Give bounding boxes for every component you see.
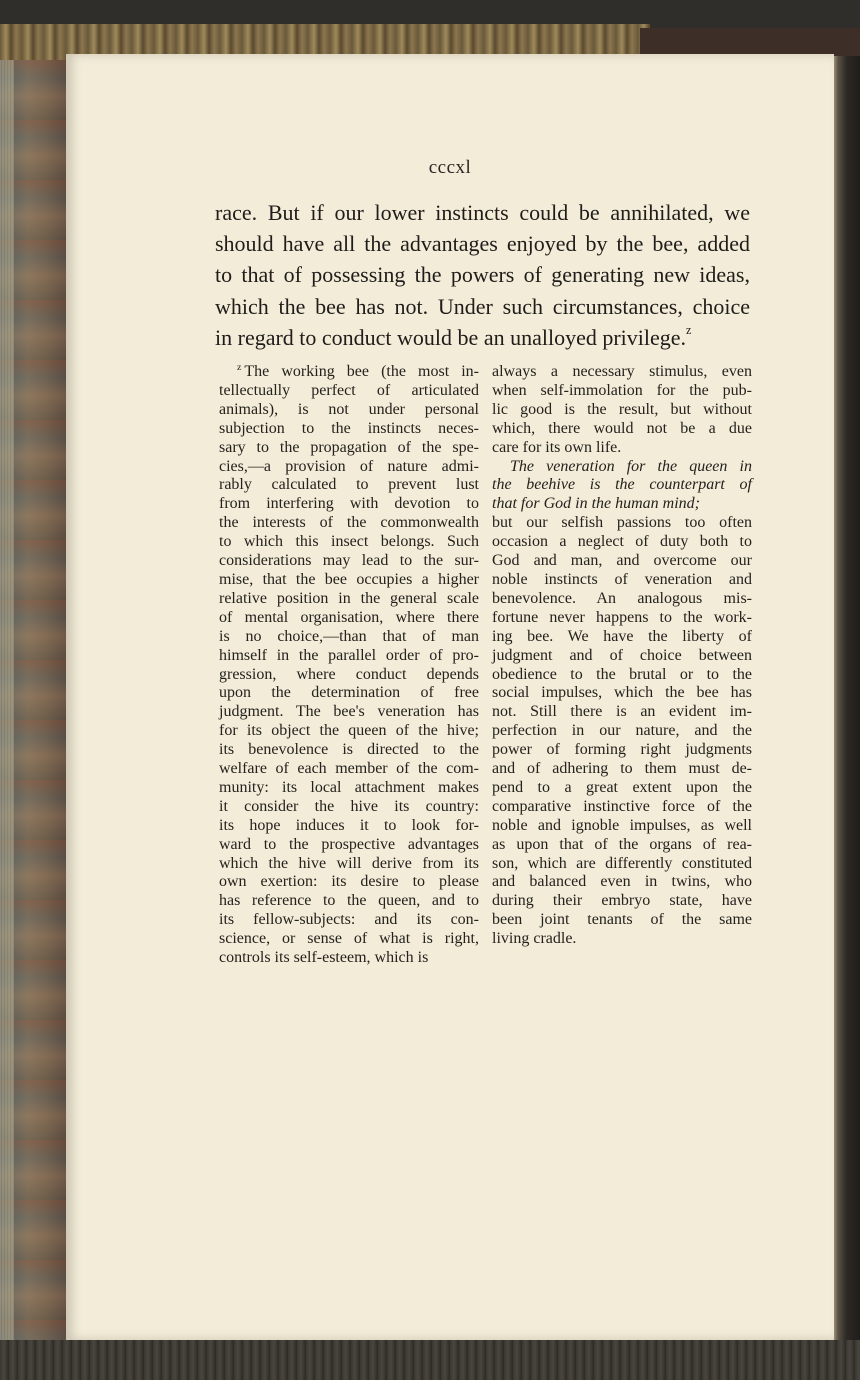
- footnote-line: [492, 628, 752, 647]
- footnote-text: during their embryo state, have: [492, 892, 752, 910]
- footnote-text: tellectually perfect of articulated: [219, 381, 479, 399]
- footnote-line: [219, 911, 479, 930]
- footnote-text: and of adhering to them must de-: [492, 760, 752, 778]
- footnote-line: [492, 817, 752, 836]
- footnote-line: [492, 930, 752, 949]
- footnote-text: pend to a great extent upon the: [492, 778, 752, 796]
- footnote-line: [492, 401, 752, 420]
- footnote-line: [219, 458, 479, 477]
- footnote-line: [219, 798, 479, 817]
- footnote-line: [219, 760, 479, 779]
- footnote-text: subjection to the instincts neces-: [219, 419, 479, 437]
- footnote-text: as upon that of the organs of rea-: [492, 835, 752, 853]
- footnote-text: and balanced even in twins, who: [492, 873, 752, 891]
- footnote-line: [492, 911, 752, 930]
- footnote-text: judgment. The bee's veneration has: [219, 703, 479, 721]
- footnote-text: which, there would not be a due: [492, 419, 752, 437]
- footnote-text: noble instincts of veneration and: [492, 570, 752, 588]
- footnote-text: ward to the prospective advantages: [219, 835, 479, 853]
- footnote-text: of mental organisation, where there: [219, 608, 479, 626]
- footnote-text: occasion a neglect of duty both to: [492, 533, 752, 551]
- main-line: to that of possessing the powers of generating new ideas,: [215, 262, 750, 288]
- footnote-line: [219, 363, 479, 382]
- footnote-text: has reference to the queen, and to: [219, 892, 479, 910]
- footnote-line: [219, 401, 479, 420]
- footnote-line: [492, 609, 752, 628]
- footnote-text: not. Still there is an evident im-: [492, 703, 752, 721]
- footnote-line: [492, 495, 752, 514]
- footnote-text: animals), is not under personal: [219, 400, 479, 418]
- footnote-text: its benevolence is directed to the: [219, 741, 479, 759]
- footnote-line: [492, 722, 752, 741]
- footnote-line: [219, 855, 479, 874]
- footnote-text: lic good is the result, but without: [492, 400, 752, 418]
- footnote-line: [219, 817, 479, 836]
- footnote-line: [492, 590, 752, 609]
- footnote-text: upon the determination of free: [219, 684, 479, 702]
- footnote-text: controls its self-esteem, which is: [219, 949, 429, 967]
- footnote-line: [492, 514, 752, 533]
- footnote-text: own exertion: its desire to please: [219, 873, 479, 891]
- footnote-line: [492, 439, 752, 458]
- footnote-text: benevolence. An analogous mis-: [492, 589, 752, 607]
- footnote-marker: z: [237, 361, 242, 373]
- main-line-text: in regard to conduct would be an unalloyed privilege.: [215, 324, 687, 350]
- marbled-page-edge: [0, 60, 70, 1345]
- footnote-text: mise, that the bee occupies a higher: [219, 570, 479, 588]
- footnote-line: [219, 552, 479, 571]
- footnote-line: [219, 439, 479, 458]
- footnote-text: gression, where conduct depends: [219, 665, 479, 683]
- footnote-text: The working bee (the most in-: [244, 363, 479, 380]
- footnote-text: comparative instinctive force of the: [492, 797, 752, 815]
- footnote-line: [219, 741, 479, 760]
- footnote-text: been joint tenants of the same: [492, 911, 752, 929]
- footnote-line: [492, 760, 752, 779]
- footnote-text: obedience to the brutal or to the: [492, 665, 752, 683]
- footnote-line: [219, 495, 479, 514]
- footnote-text: from interfering with devotion to: [219, 495, 479, 513]
- footnote-italic-text: the beehive is the counterpart of: [492, 476, 752, 494]
- scan-background-bottom: [0, 1340, 860, 1380]
- footnote-line: [219, 703, 479, 722]
- footnote-text: its fellow-subjects: and its con-: [219, 911, 479, 929]
- footnote-line: [219, 949, 479, 968]
- main-line: which the bee has not. Under such circumstances, choice: [215, 293, 750, 319]
- footnote-line: [219, 514, 479, 533]
- main-line-last: [215, 322, 750, 353]
- footnote-line: [492, 684, 752, 703]
- footnote-line: [492, 836, 752, 855]
- footnote-line: [492, 476, 752, 495]
- footnote-text: but our selfish passions too often: [492, 514, 752, 532]
- page-stack-edge: [832, 56, 860, 1346]
- footnote-line: [219, 722, 479, 741]
- footnote-text: welfare of each member of the com-: [219, 760, 479, 778]
- footnote-text: himself in the parallel order of pro-: [219, 646, 479, 664]
- footnote-line: [219, 571, 479, 590]
- footnote-line: [492, 382, 752, 401]
- footnote-text: always a necessary stimulus, even: [492, 363, 752, 380]
- footnote-line: [492, 892, 752, 911]
- footnote-text: when self-immolation for the pub-: [492, 381, 752, 399]
- footnote-text: relative position in the general scale: [219, 589, 479, 607]
- main-paragraph: [215, 197, 750, 353]
- footnote-text: which the hive will derive from its: [219, 854, 479, 872]
- footnote-line: [492, 571, 752, 590]
- footnote-left-column: [219, 363, 479, 968]
- footnote-line: [492, 873, 752, 892]
- footnote-text: the interests of the commonwealth: [219, 514, 479, 532]
- footnote-text: perfection in our nature, and the: [492, 722, 752, 740]
- footnote-line: [492, 363, 752, 382]
- footnote-line: [492, 779, 752, 798]
- footnote-line: [492, 703, 752, 722]
- footnote-text: rably calculated to prevent lust: [219, 476, 479, 494]
- footnote-line: [492, 420, 752, 439]
- footnote-line: [219, 382, 479, 401]
- footnote-line: [492, 552, 752, 571]
- footnote-line: [219, 647, 479, 666]
- footnote-line: [219, 420, 479, 439]
- footnote-line: [219, 684, 479, 703]
- footnote-text: noble and ignoble impulses, as well: [492, 816, 752, 834]
- footnote-text: fortune never happens to the work-: [492, 608, 752, 626]
- footnote-text: considerations may lead to the sur-: [219, 552, 479, 570]
- footnote-text: science, or sense of what is right,: [219, 930, 479, 948]
- footnote-text: is no choice,—than that of man: [219, 627, 479, 645]
- footnote-line: [219, 930, 479, 949]
- footnote-italic-text: that for God in the human mind;: [492, 495, 700, 513]
- footnote-line: [492, 458, 752, 477]
- footnote-reference: z: [686, 323, 692, 338]
- footnote-line: [492, 798, 752, 817]
- footnote-line: [219, 779, 479, 798]
- footnote-text: ing bee. We have the liberty of: [492, 627, 752, 645]
- footnote-text: care for its own life.: [492, 438, 622, 456]
- footnote-italic-text: The veneration for the queen in: [510, 457, 752, 475]
- footnote-line: [219, 609, 479, 628]
- footnote-text: judgment and of choice between: [492, 646, 752, 664]
- footnote-text: son, which are differently constituted: [492, 854, 752, 872]
- footnote-line: [219, 476, 479, 495]
- page-number: cccxl: [428, 157, 472, 178]
- footnote-text: to which this insect belongs. Such: [219, 533, 479, 551]
- footnote-line: [492, 855, 752, 874]
- footnote-right-column: [492, 363, 752, 949]
- footnote-line: [219, 628, 479, 647]
- footnote-text: sary to the propagation of the spe-: [219, 438, 479, 456]
- footnote-text: cies,—a provision of nature admi-: [219, 457, 479, 475]
- footnote-text: its hope induces it to look for-: [219, 816, 479, 834]
- footnote-text: God and man, and overcome our: [492, 552, 752, 570]
- footnote-line: [219, 836, 479, 855]
- footnote-line: [492, 533, 752, 552]
- footnote-text: for its object the queen of the hive;: [219, 722, 479, 740]
- footnote-line: [492, 647, 752, 666]
- footnote-text: munity: its local attachment makes: [219, 778, 479, 796]
- footnote-line: [219, 533, 479, 552]
- main-line: should have all the advantages enjoyed by the bee, added: [215, 231, 750, 257]
- footnote-line: [219, 873, 479, 892]
- footnote-line: [492, 741, 752, 760]
- footnote-line: [219, 590, 479, 609]
- footnote-text: living cradle.: [492, 930, 577, 948]
- main-line: race. But if our lower instincts could be annihilated, we: [215, 200, 750, 225]
- footnote-line: [219, 892, 479, 911]
- footnote-text: social impulses, which the bee has: [492, 684, 752, 702]
- footnote-line: [219, 666, 479, 685]
- footnote-text: it consider the hive its country:: [219, 797, 479, 815]
- footnote-text: power of forming right judgments: [492, 741, 752, 759]
- book-page: [66, 54, 834, 1340]
- footnote-line: [492, 666, 752, 685]
